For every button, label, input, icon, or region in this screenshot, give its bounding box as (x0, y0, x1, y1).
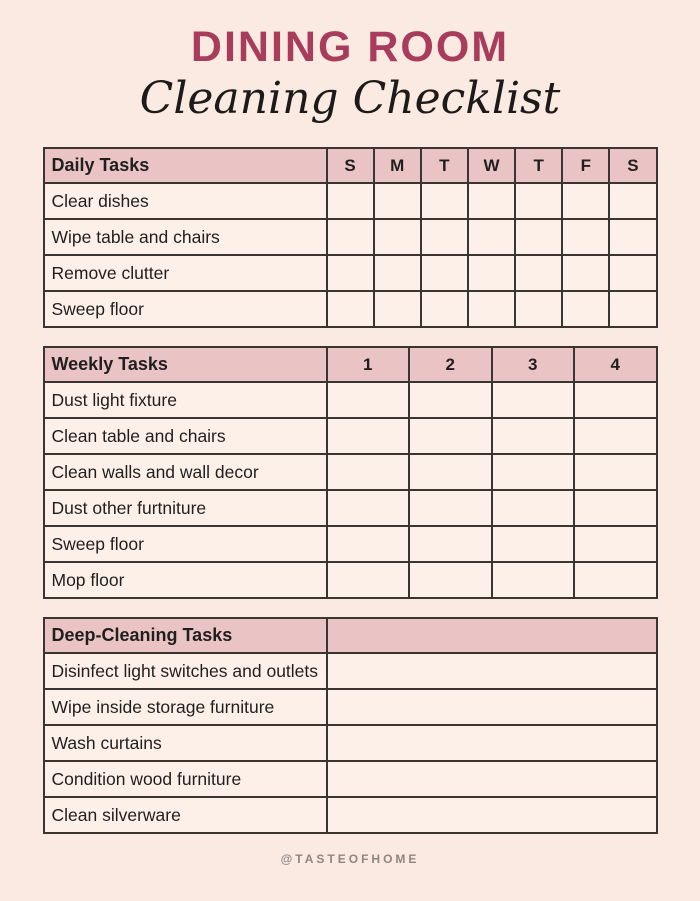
daily-tasks-check-cell-r1-c5 (562, 219, 609, 255)
daily-tasks-check-cell-r2-c0 (327, 255, 374, 291)
weekly-tasks-column-header-3: 4 (574, 347, 657, 382)
weekly-tasks-check-cell-r1-c0 (327, 418, 410, 454)
daily-tasks-check-cell-r3-c1 (374, 291, 421, 327)
weekly-tasks-check-cell-r3-c0 (327, 490, 410, 526)
daily-tasks-check-cell-r1-c3 (468, 219, 515, 255)
daily-tasks-check-cell-r0-c2 (421, 183, 468, 219)
page-title: DINING ROOM (190, 23, 510, 71)
deep-cleaning-tasks-section (43, 617, 658, 834)
deep-cleaning-tasks-task-label: Disinfect light switches and outlets (44, 653, 327, 689)
deep-cleaning-tasks-task-label: Condition wood furniture (44, 761, 327, 797)
weekly-tasks-check-cell-r3-c3 (574, 490, 657, 526)
weekly-tasks-check-cell-r4-c1 (409, 526, 492, 562)
daily-tasks-row (44, 219, 657, 255)
weekly-tasks-check-cell-r2-c3 (574, 454, 657, 490)
daily-tasks-check-cell-r0-c5 (562, 183, 609, 219)
daily-tasks-check-cell-r0-c0 (327, 183, 374, 219)
weekly-tasks-check-cell-r2-c0 (327, 454, 410, 490)
daily-tasks-check-cell-r3-c5 (562, 291, 609, 327)
weekly-tasks-row (44, 526, 657, 562)
weekly-tasks-row (44, 418, 657, 454)
deep-cleaning-tasks-task-label: Clean silverware (44, 797, 327, 833)
weekly-tasks-check-cell-r5-c3 (574, 562, 657, 598)
weekly-tasks-row (44, 454, 657, 490)
weekly-tasks-check-cell-r4-c3 (574, 526, 657, 562)
weekly-tasks-section (43, 346, 658, 599)
weekly-tasks-check-cell-r2-c1 (409, 454, 492, 490)
daily-tasks-row (44, 255, 657, 291)
daily-tasks-check-cell-r2-c4 (515, 255, 562, 291)
daily-tasks-check-cell-r0-c1 (374, 183, 421, 219)
deep-cleaning-tasks-row (44, 689, 657, 725)
daily-tasks-check-cell-r0-c6 (609, 183, 656, 219)
daily-tasks-check-cell-r2-c5 (562, 255, 609, 291)
daily-tasks-check-cell-r3-c6 (609, 291, 656, 327)
weekly-tasks-column-header-1: 2 (409, 347, 492, 382)
deep-cleaning-tasks-header-row (44, 618, 657, 653)
weekly-tasks-check-cell-r3-c1 (409, 490, 492, 526)
daily-tasks-column-header-2: T (421, 148, 468, 183)
daily-tasks-check-cell-r1-c0 (327, 219, 374, 255)
weekly-tasks-row (44, 382, 657, 418)
deep-cleaning-tasks-row (44, 653, 657, 689)
daily-tasks-task-label: Clear dishes (44, 183, 327, 219)
daily-tasks-check-cell-r3-c3 (468, 291, 515, 327)
daily-tasks-check-cell-r2-c2 (421, 255, 468, 291)
weekly-tasks-check-cell-r4-c2 (492, 526, 575, 562)
weekly-tasks-row (44, 562, 657, 598)
daily-tasks-column-header-0: S (327, 148, 374, 183)
weekly-tasks-check-cell-r0-c2 (492, 382, 575, 418)
daily-tasks-check-cell-r0-c3 (468, 183, 515, 219)
checklist-sheet (43, 147, 658, 834)
weekly-tasks-task-label: Dust other furtniture (44, 490, 327, 526)
weekly-tasks-task-label: Sweep floor (44, 526, 327, 562)
daily-tasks-column-header-6: S (609, 148, 656, 183)
daily-tasks-check-cell-r1-c2 (421, 219, 468, 255)
deep-cleaning-tasks-header-label: Deep-Cleaning Tasks (44, 618, 327, 653)
weekly-tasks-check-cell-r0-c1 (409, 382, 492, 418)
daily-tasks-row (44, 291, 657, 327)
weekly-tasks-check-cell-r5-c1 (409, 562, 492, 598)
daily-tasks-task-label: Remove clutter (44, 255, 327, 291)
weekly-tasks-check-cell-r1-c3 (574, 418, 657, 454)
weekly-tasks-check-cell-r1-c2 (492, 418, 575, 454)
daily-tasks-check-cell-r2-c3 (468, 255, 515, 291)
daily-tasks-column-header-5: F (562, 148, 609, 183)
deep-cleaning-tasks-check-cell-r4-c0 (327, 797, 657, 833)
daily-tasks-check-cell-r2-c1 (374, 255, 421, 291)
deep-cleaning-tasks-row (44, 725, 657, 761)
deep-cleaning-tasks-column-header-0 (327, 618, 657, 653)
daily-tasks-column-header-4: T (515, 148, 562, 183)
weekly-tasks-task-label: Clean walls and wall decor (44, 454, 327, 490)
weekly-tasks-check-cell-r0-c0 (327, 382, 410, 418)
daily-tasks-check-cell-r1-c6 (609, 219, 656, 255)
weekly-tasks-check-cell-r3-c2 (492, 490, 575, 526)
deep-cleaning-tasks-check-cell-r2-c0 (327, 725, 657, 761)
daily-tasks-header-row (44, 148, 657, 183)
weekly-tasks-header-label: Weekly Tasks (44, 347, 327, 382)
weekly-tasks-check-cell-r1-c1 (409, 418, 492, 454)
deep-cleaning-tasks-task-label: Wipe inside storage furniture (44, 689, 327, 725)
weekly-tasks-check-cell-r4-c0 (327, 526, 410, 562)
deep-cleaning-tasks-check-cell-r3-c0 (327, 761, 657, 797)
daily-tasks-section (43, 147, 658, 328)
deep-cleaning-tasks-row (44, 797, 657, 833)
daily-tasks-check-cell-r2-c6 (609, 255, 656, 291)
daily-tasks-task-label: Wipe table and chairs (44, 219, 327, 255)
daily-tasks-check-cell-r3-c4 (515, 291, 562, 327)
deep-cleaning-tasks-task-label: Wash curtains (44, 725, 327, 761)
daily-tasks-task-label: Sweep floor (44, 291, 327, 327)
weekly-tasks-check-cell-r5-c0 (327, 562, 410, 598)
weekly-tasks-table (43, 346, 658, 599)
weekly-tasks-task-label: Clean table and chairs (44, 418, 327, 454)
daily-tasks-check-cell-r1-c4 (515, 219, 562, 255)
daily-tasks-row (44, 183, 657, 219)
daily-tasks-check-cell-r1-c1 (374, 219, 421, 255)
daily-tasks-check-cell-r0-c4 (515, 183, 562, 219)
daily-tasks-check-cell-r3-c0 (327, 291, 374, 327)
weekly-tasks-column-header-2: 3 (492, 347, 575, 382)
weekly-tasks-column-header-0: 1 (327, 347, 410, 382)
deep-cleaning-tasks-check-cell-r1-c0 (327, 689, 657, 725)
weekly-tasks-check-cell-r5-c2 (492, 562, 575, 598)
weekly-tasks-row (44, 490, 657, 526)
weekly-tasks-check-cell-r2-c2 (492, 454, 575, 490)
weekly-tasks-check-cell-r0-c3 (574, 382, 657, 418)
deep-cleaning-tasks-check-cell-r0-c0 (327, 653, 657, 689)
daily-tasks-table (43, 147, 658, 328)
weekly-tasks-header-row (44, 347, 657, 382)
weekly-tasks-task-label: Dust light fixture (44, 382, 327, 418)
daily-tasks-column-header-3: W (468, 148, 515, 183)
deep-cleaning-tasks-table (43, 617, 658, 834)
daily-tasks-column-header-1: M (374, 148, 421, 183)
page-subtitle: Cleaning Checklist (139, 73, 561, 124)
weekly-tasks-task-label: Mop floor (44, 562, 327, 598)
daily-tasks-header-label: Daily Tasks (44, 148, 327, 183)
deep-cleaning-tasks-row (44, 761, 657, 797)
social-handle: @TASTEOFHOME (280, 852, 420, 866)
daily-tasks-check-cell-r3-c2 (421, 291, 468, 327)
